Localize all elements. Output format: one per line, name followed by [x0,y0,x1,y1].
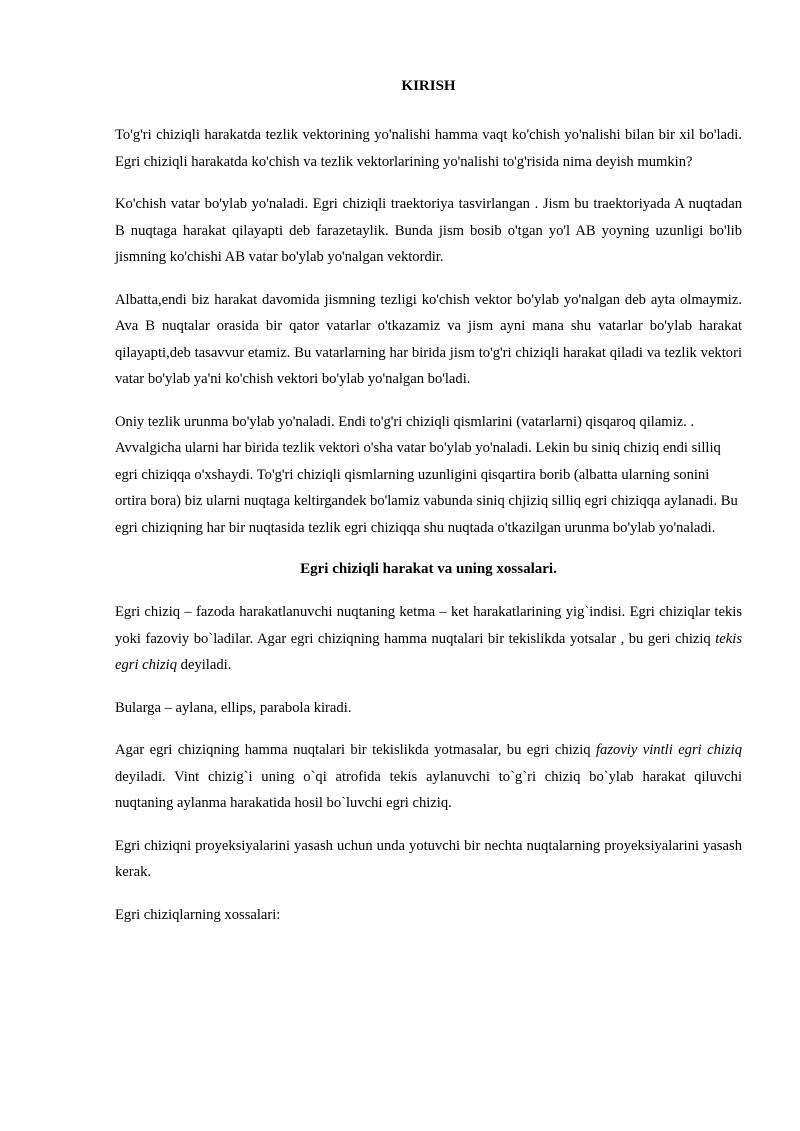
page-title: KIRISH [401,78,456,94]
section-heading: Egri chiziqli harakat va uning xossalari. [300,561,557,577]
text-run: deyiladi. [177,657,232,673]
italic-term: tekis egri chiziq [115,630,742,673]
document-page [115,74,742,928]
text-run: deyiladi. Vint chizig`i uning o`qi atrofida tekis aylanuvchi to`g`ri chiziq bo`ylab harakat qiluvchi nuqtaning aylanma harakatida hosil bo`luvchi egri chiziq. [115,768,742,811]
paragraph-chord-velocity: Albatta,endi biz harakat davomida jismning tezligi ko'chish vektor bo'ylab yo'nalgan deb ayta olmaymiz. Ava B nuqtalar orasida bir qator vatarlar o'tkazamiz va jism ayni mana shu vatarlar bo'ylab harakat qilayapti,deb tasavvur etamiz. Bu vatarlarning har birida jism to'g'ri chiziqli harakat qiladi va tezlik vektori vatar bo'ylab ya'ni ko'chish vektori bo'ylab yo'nalgan bo'ladi. [115,291,742,387]
paragraph-curve-definition [115,599,742,679]
paragraph-intro: To'g'ri chiziqli harakatda tezlik vektorining yo'nalishi hamma vaqt ko'chish yo'nalishi bilan bir xil bo'ladi. Egri chiziqli harakatda ko'chish va tezlik vektorlarining yo'nalishi to'g'risida nima deyish mumkin? [115,127,742,170]
paragraph-tangent-velocity: Oniy tezlik urunma bo'ylab yo'naladi. Endi to'g'ri chiziqli qismlarini (vatarlarni) qisqaroq qilamiz. . Avvalgicha ularni har birida tezlik vektori o'sha vatar bo'ylab yo'naladi. Lekin bu siniq chiziq endi silliq egri chiziqqa o'xshaydi. To'g'ri chiziqli qismlarning uzunligini qisqartira borib (albatta ularning sonini ortira bora) biz ularni nuqtaga keltirgandek bo'lamiz vabunda siniq chjiziq silliq egri chiziqqa aylanadi. Bu egri chiziqning har bir nuqtasida tezlik egri chiziqqa shu nuqtada o'tkazilgan urunma bo'ylab yo'naladi. [115,413,738,536]
text-run: Agar egri chiziqning hamma nuqtalari bir tekislikda yotmasalar, bu egri chiziq [115,742,596,758]
italic-term: fazoviy vintli egri chiziq [596,742,742,758]
paragraph-projections: Egri chiziqni proyeksiyalarini yasash uchun unda yotuvchi bir nechta nuqtalarning proyeksiyalarini yasash kerak. [115,837,742,880]
paragraph-spatial-curve [115,737,742,817]
paragraph-properties-heading: Egri chiziqlarning xossalari: [115,906,281,923]
paragraph-examples: Bularga – aylana, ellips, parabola kiradi. [115,699,352,716]
text-run: Egri chiziq – fazoda harakatlanuvchi nuqtaning ketma – ket harakatlarining yig`indisi. Egri chiziqlar tekis yoki fazoviy bo`ladilar. Agar egri chiziqning hamma nuqtalari bir tekislikda yotsalar , bu geri chiziq [115,604,742,647]
paragraph-chord-displacement: Ko'chish vatar bo'ylab yo'naladi. Egri chiziqli traektoriya tasvirlangan . Jism bu traektoriyada A nuqtadan B nuqtaga harakat qilayapti deb farazetaylik. Bunda jism bosib o'tgan yo'l AB yoyning uzunligi bo'lib jismning ko'chishi AB vatar bo'ylab yo'nalgan vektordir. [115,196,742,265]
